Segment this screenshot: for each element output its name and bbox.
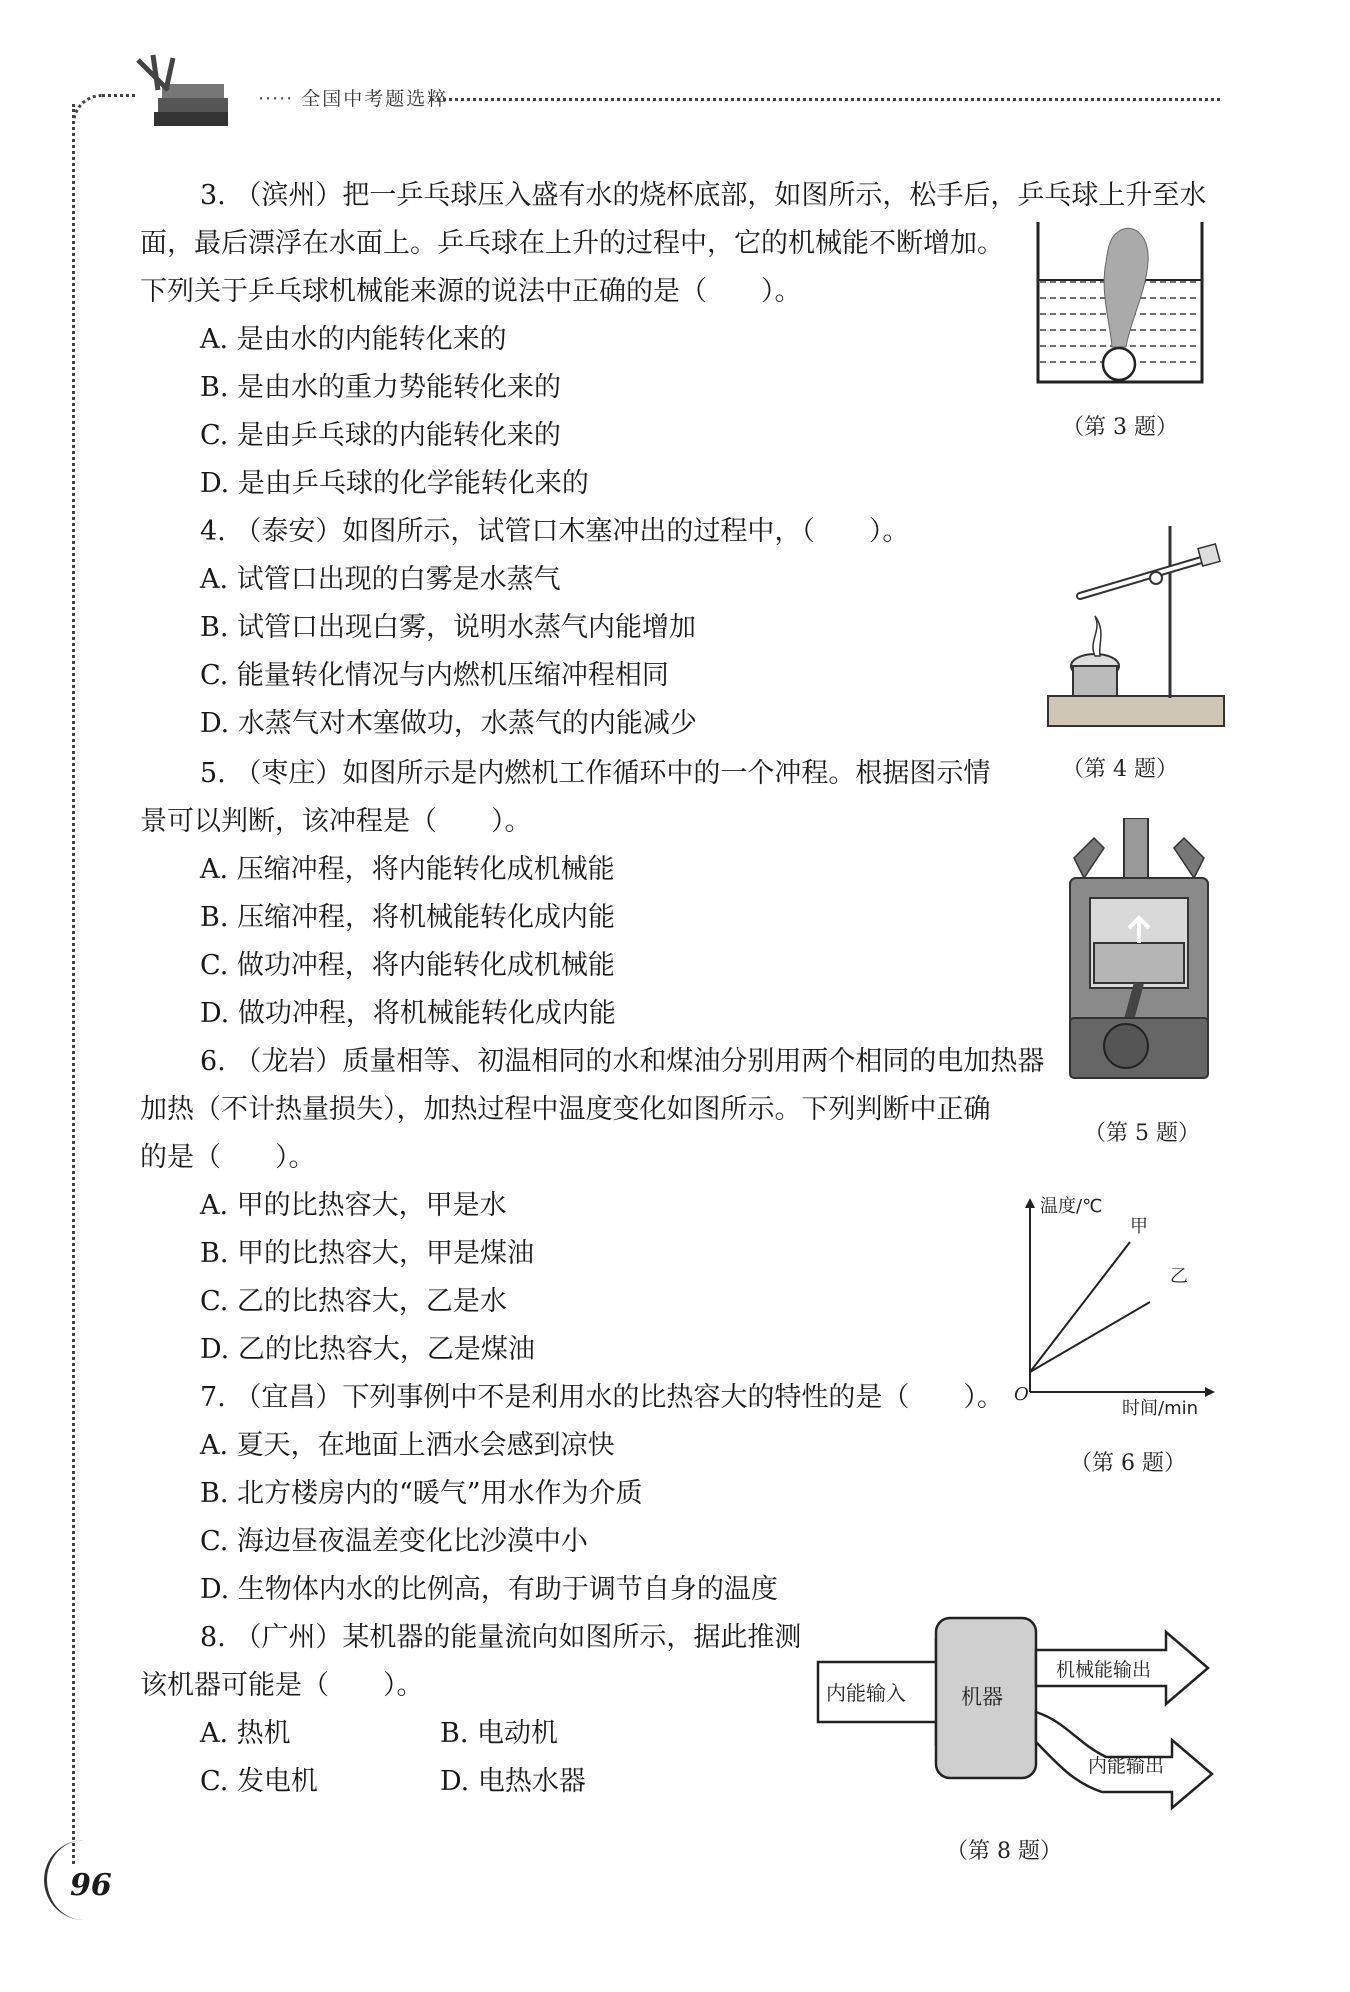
x-axis-label: 时间/min <box>1122 1398 1199 1417</box>
q8-stem-line2: 该机器可能是（ ）。 <box>140 1670 424 1701</box>
y-axis-arrow <box>1025 1198 1035 1208</box>
q5-figure-caption: （第 5 题） <box>1084 1121 1200 1146</box>
temperature-time-graph <box>1010 1192 1225 1417</box>
q4-option-d: D. 水蒸气对木塞做功，水蒸气的内能减少 <box>200 708 697 739</box>
output-label-mechanical: 机械能输出 <box>1056 1659 1152 1681</box>
output-label-internal: 内能输出 <box>1088 1755 1165 1777</box>
q3-option-c: C. 是由乒乓球的内能转化来的 <box>200 420 561 451</box>
q5-option-c: C. 做功冲程，将内能转化成机械能 <box>200 950 615 981</box>
line-yi <box>1030 1302 1150 1372</box>
q5-stem-line1: 5. （枣庄）如图所示是内燃机工作循环中的一个冲程。根据图示情 <box>200 758 991 789</box>
book-stack-logo <box>128 50 248 140</box>
q4-figure-caption: （第 4 题） <box>1062 757 1178 782</box>
q4-stem-line1: 4. （泰安）如图所示，试管口木塞冲出的过程中，（ ）。 <box>200 516 910 547</box>
x-axis-arrow <box>1205 1387 1215 1397</box>
header-leader: ····· <box>258 88 294 110</box>
header-title <box>258 84 448 111</box>
q7-stem-line1: 7. （宜昌）下列事例中不是利用水的比热容大的特性的是（ ）。 <box>200 1382 1004 1413</box>
header-title-text: 全国中考题选粹 <box>301 88 449 110</box>
q3-stem-line3: 下列关于乒乓球机械能来源的说法中正确的是（ ）。 <box>140 276 802 307</box>
page-number: 96 <box>70 1868 112 1903</box>
q7-option-a: A. 夏天，在地面上洒水会感到凉快 <box>200 1430 615 1461</box>
q8-figure-caption: （第 8 题） <box>946 1839 1062 1864</box>
q6-option-d: D. 乙的比热容大，乙是煤油 <box>200 1334 535 1365</box>
q6-option-b: B. 甲的比热容大，甲是煤油 <box>200 1238 535 1269</box>
q8-option-b: B. 电动机 <box>440 1718 559 1749</box>
energy-flow-diagram <box>816 1612 1216 1812</box>
q3-option-a: A. 是由水的内能转化来的 <box>200 324 507 355</box>
line-yi-label: 乙 <box>1170 1266 1188 1287</box>
q8-option-c: C. 发电机 <box>200 1766 318 1797</box>
q5-option-b: B. 压缩冲程，将机械能转化成内能 <box>200 902 616 933</box>
q5-option-a: A. 压缩冲程，将内能转化成机械能 <box>200 854 615 885</box>
q6-option-a: A. 甲的比热容大，甲是水 <box>200 1190 507 1221</box>
q6-stem-line2: 加热（不计热量损失），加热过程中温度变化如图所示。下列判断中正确 <box>140 1094 991 1125</box>
q3-figure-caption: （第 3 题） <box>1062 415 1178 440</box>
y-axis-label: 温度/℃ <box>1040 1196 1103 1217</box>
line-jia-label: 甲 <box>1130 1216 1148 1237</box>
q7-option-d: D. 生物体内水的比例高，有助于调节自身的温度 <box>200 1574 778 1605</box>
q6-stem-line1: 6. （龙岩）质量相等、初温相同的水和煤油分别用两个相同的电加热器 <box>200 1046 1045 1077</box>
q4-option-c: C. 能量转化情况与内燃机压缩冲程相同 <box>200 660 669 691</box>
q3-stem-line1: 3. （滨州）把一乒乓球压入盛有水的烧杯底部，如图所示，松手后，乒乓球上升至水 <box>200 180 1207 211</box>
beaker-ball-figure <box>1030 222 1210 392</box>
q8-stem-line1: 8. （广州）某机器的能量流向如图所示，据此推测 <box>200 1622 802 1653</box>
header-corner-border <box>72 94 135 137</box>
q7-option-b: B. 北方楼房内的“暖气”用水作为介质 <box>200 1478 643 1509</box>
q5-stem-line2: 景可以判断，该冲程是（ ）。 <box>140 806 532 837</box>
q4-option-a: A. 试管口出现的白雾是水蒸气 <box>200 564 561 595</box>
q6-option-c: C. 乙的比热容大，乙是水 <box>200 1286 507 1317</box>
q6-figure-caption: （第 6 题） <box>1070 1451 1186 1476</box>
q4-option-b: B. 试管口出现白雾，说明水蒸气内能增加 <box>200 612 697 643</box>
q8-option-d: D. 电热水器 <box>440 1766 586 1797</box>
test-tube-stand-figure <box>1040 516 1230 736</box>
left-dotted-rule <box>72 104 75 1864</box>
q3-stem-line2: 面，最后漂浮在水面上。乒乓球在上升的过程中，它的机械能不断增加。 <box>140 228 1004 259</box>
line-jia <box>1030 1242 1130 1372</box>
origin-label: O <box>1014 1384 1029 1405</box>
q7-option-c: C. 海边昼夜温差变化比沙漠中小 <box>200 1526 588 1557</box>
q8-option-a: A. 热机 <box>200 1718 291 1749</box>
header-dotted-rule <box>430 98 1220 101</box>
q6-stem-line3: 的是（ ）。 <box>140 1142 316 1173</box>
input-label: 内能输入 <box>826 1681 906 1705</box>
q3-option-d: D. 是由乒乓球的化学能转化来的 <box>200 468 589 499</box>
engine-cylinder-figure <box>1064 818 1214 1088</box>
q5-option-d: D. 做功冲程，将机械能转化成内能 <box>200 998 616 1029</box>
machine-label: 机器 <box>961 1685 1003 1709</box>
q3-option-b: B. 是由水的重力势能转化来的 <box>200 372 562 403</box>
